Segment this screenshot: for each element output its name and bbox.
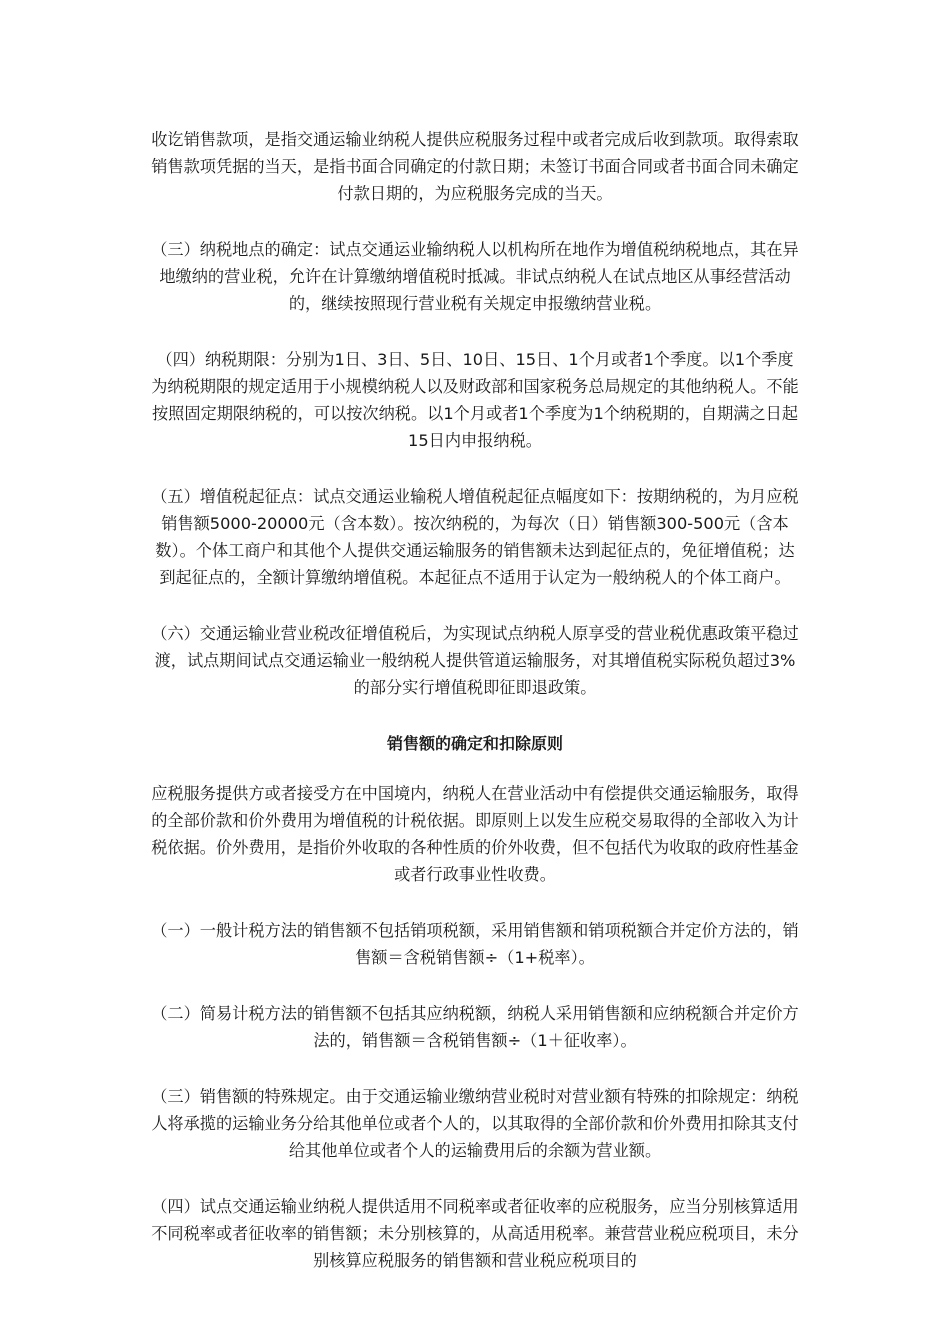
paragraph-tax-threshold: （五）增值税起征点：试点交通运业输税人增值税起征点幅度如下：按期纳税的，为月应税销售额5000-20000元（含本数）。按次纳税的，为每次（日）销售额300-500元（含本数）。个体工商户和其他个人提供交通运输服务的销售额未达到起征点的，免征增值税；达到起征点的，全额计算缴纳增值税。本起征点不适用于认定为一般纳税人的个体工商户。 — [151, 487, 799, 587]
paragraph-different-rates: （四）试点交通运输业纳税人提供适用不同税率或者征收率的应税服务，应当分别核算适用不同税率或者征收率的销售额；未分别核算的，从高适用税率。兼营营业税应税项目，未分别核算应税服务的销售额和营业税应税项目的 — [151, 1197, 799, 1270]
paragraph-simple-method: （二）简易计税方法的销售额不包括其应纳税额，纳税人采用销售额和应纳税额合并定价方法的，销售额＝含税销售额÷（1＋征收率）。 — [151, 1004, 799, 1050]
paragraph-policy-transition: （六）交通运输业营业税改征增值税后，为实现试点纳税人原享受的营业税优惠政策平稳过渡，试点期间试点交通运输业一般纳税人提供管道运输服务，对其增值税实际税负超过3%的部分实行增值税即征即退政策。 — [151, 624, 799, 697]
paragraph-special-rules: （三）销售额的特殊规定。由于交通运输业缴纳营业税时对营业额有特殊的扣除规定：纳税人将承揽的运输业务分给其他单位或者个人的，以其取得的全部价款和价外费用扣除其支付给其他单位或者个人的运输费用后的余额为营业额。 — [151, 1087, 799, 1160]
paragraph-tax-period: （四）纳税期限：分别为1日、3日、5日、10日、15日、1个月或者1个季度。以1个季度为纳税期限的规定适用于小规模纳税人以及财政部和国家税务总局规定的其他纳税人。不能按照固定期限纳税的，可以按次纳税。以1个月或者1个季度为1个纳税期的，自期满之日起15日内申报纳税。 — [151, 350, 799, 450]
section-heading: 销售额的确定和扣除原则 — [386, 734, 563, 753]
paragraph-tax-basis: 应税服务提供方或者接受方在中国境内，纳税人在营业活动中有偿提供交通运输服务，取得的全部价款和价外费用为增值税的计税依据。即原则上以发生应税交易取得的全部收入为计税依据。价外费用，是指价外收取的各种性质的价外收费，但不包括代为收取的政府性基金或者行政事业性收费。 — [151, 784, 799, 884]
paragraph-tax-location: （三）纳税地点的确定：试点交通运业输纳税人以机构所在地作为增值税纳税地点，其在异地缴纳的营业税，允许在计算缴纳增值税时抵减。非试点纳税人在试点地区从事经营活动的，继续按照现行营业税有关规定申报缴纳营业税。 — [151, 240, 799, 313]
paragraph-general-method: （一）一般计税方法的销售额不包括销项税额，采用销售额和销项税额合并定价方法的，销售额＝含税销售额÷（1+税率）。 — [151, 921, 799, 967]
paragraph-payment-receipt: 收讫销售款项，是指交通运输业纳税人提供应税服务过程中或者完成后收到款项。取得索取销售款项凭据的当天，是指书面合同确定的付款日期；未签订书面合同或者书面合同未确定付款日期的，为应税服务完成的当天。 — [151, 130, 799, 203]
